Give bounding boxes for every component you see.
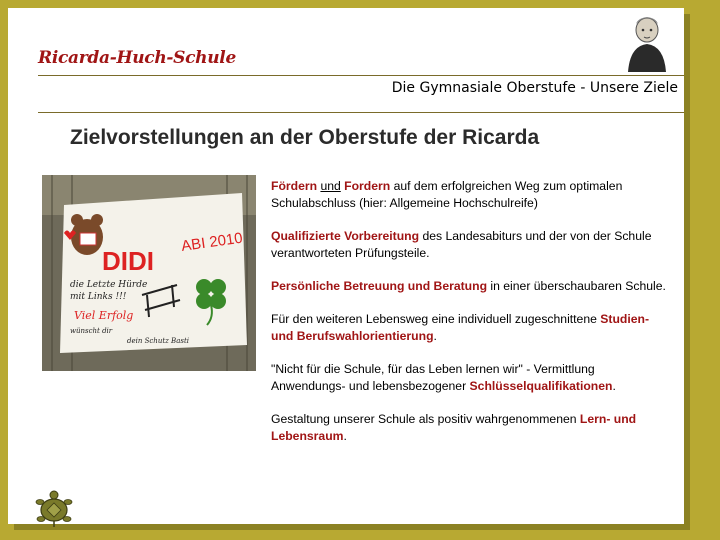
banner-line3: Viel Erfolg xyxy=(74,309,134,322)
goal-highlight: Lern- und Lebensraum xyxy=(271,412,637,443)
goal-highlight: Studien- und Berufswahlorientierung xyxy=(271,312,650,343)
goal-highlight: Qualifizierte Vorbereitung xyxy=(271,229,420,243)
turtle-logo-icon xyxy=(34,490,74,528)
slide xyxy=(8,8,684,524)
goal-paragraph xyxy=(271,228,671,262)
page-heading: Zielvorstellungen an der Oberstufe der Ricarda xyxy=(70,126,540,149)
goal-text: . xyxy=(433,329,437,343)
banner-line2: mit Links !!! xyxy=(70,292,127,302)
school-brand-title: Ricarda-Huch-Schule xyxy=(38,48,236,68)
goal-text: des Landesabiturs und der von der Schule verantworteten Prüfungsteile. xyxy=(271,229,652,260)
goals-list xyxy=(271,178,671,461)
goal-text: in einer überschaubaren Schule. xyxy=(487,279,666,293)
goal-highlight: Schlüsselqualifikationen xyxy=(469,379,613,393)
header-divider xyxy=(38,75,684,76)
goal-paragraph xyxy=(271,311,671,345)
goal-paragraph xyxy=(271,411,671,445)
goal-paragraph xyxy=(271,178,671,212)
goal-highlight: Fördern xyxy=(271,179,318,193)
goal-paragraph xyxy=(271,361,671,395)
goal-highlight: Persönliche Betreuung und Beratung xyxy=(271,279,488,293)
page-subtitle: Die Gymnasiale Oberstufe - Unsere Ziele xyxy=(391,80,678,96)
goal-text: . xyxy=(612,379,616,393)
banner-didi: DIDI xyxy=(102,246,154,276)
banner-line5: dein Schutz Basti xyxy=(127,337,190,345)
goal-text: auf dem erfolgreichen Weg zum optimalen Schulabschluss (hier: Allgemeine Hochschulreife) xyxy=(271,179,623,210)
goal-text: . xyxy=(343,429,347,443)
goal-text: "Nicht für die Schule, für das Leben lernen wir" - Vermittlung Anwendungs- und lebensbezogener xyxy=(271,362,595,393)
goal-highlight: Fordern xyxy=(344,179,391,193)
goal-paragraph xyxy=(271,278,671,295)
banner-line1: die Letzte Hürde xyxy=(70,280,148,290)
banner-abi: ABI 2010 xyxy=(180,229,244,255)
subtitle-divider xyxy=(38,112,684,113)
goal-text: Für den weiteren Lebensweg eine individuell zugeschnittene xyxy=(271,312,601,326)
abi-banner-photo xyxy=(42,175,256,371)
ricarda-huch-portrait xyxy=(618,10,676,72)
goal-connector: und xyxy=(320,179,341,193)
goal-text: Gestaltung unserer Schule als positiv wahrgenommenen xyxy=(271,412,580,426)
banner-line4: wünscht dir xyxy=(70,327,113,335)
